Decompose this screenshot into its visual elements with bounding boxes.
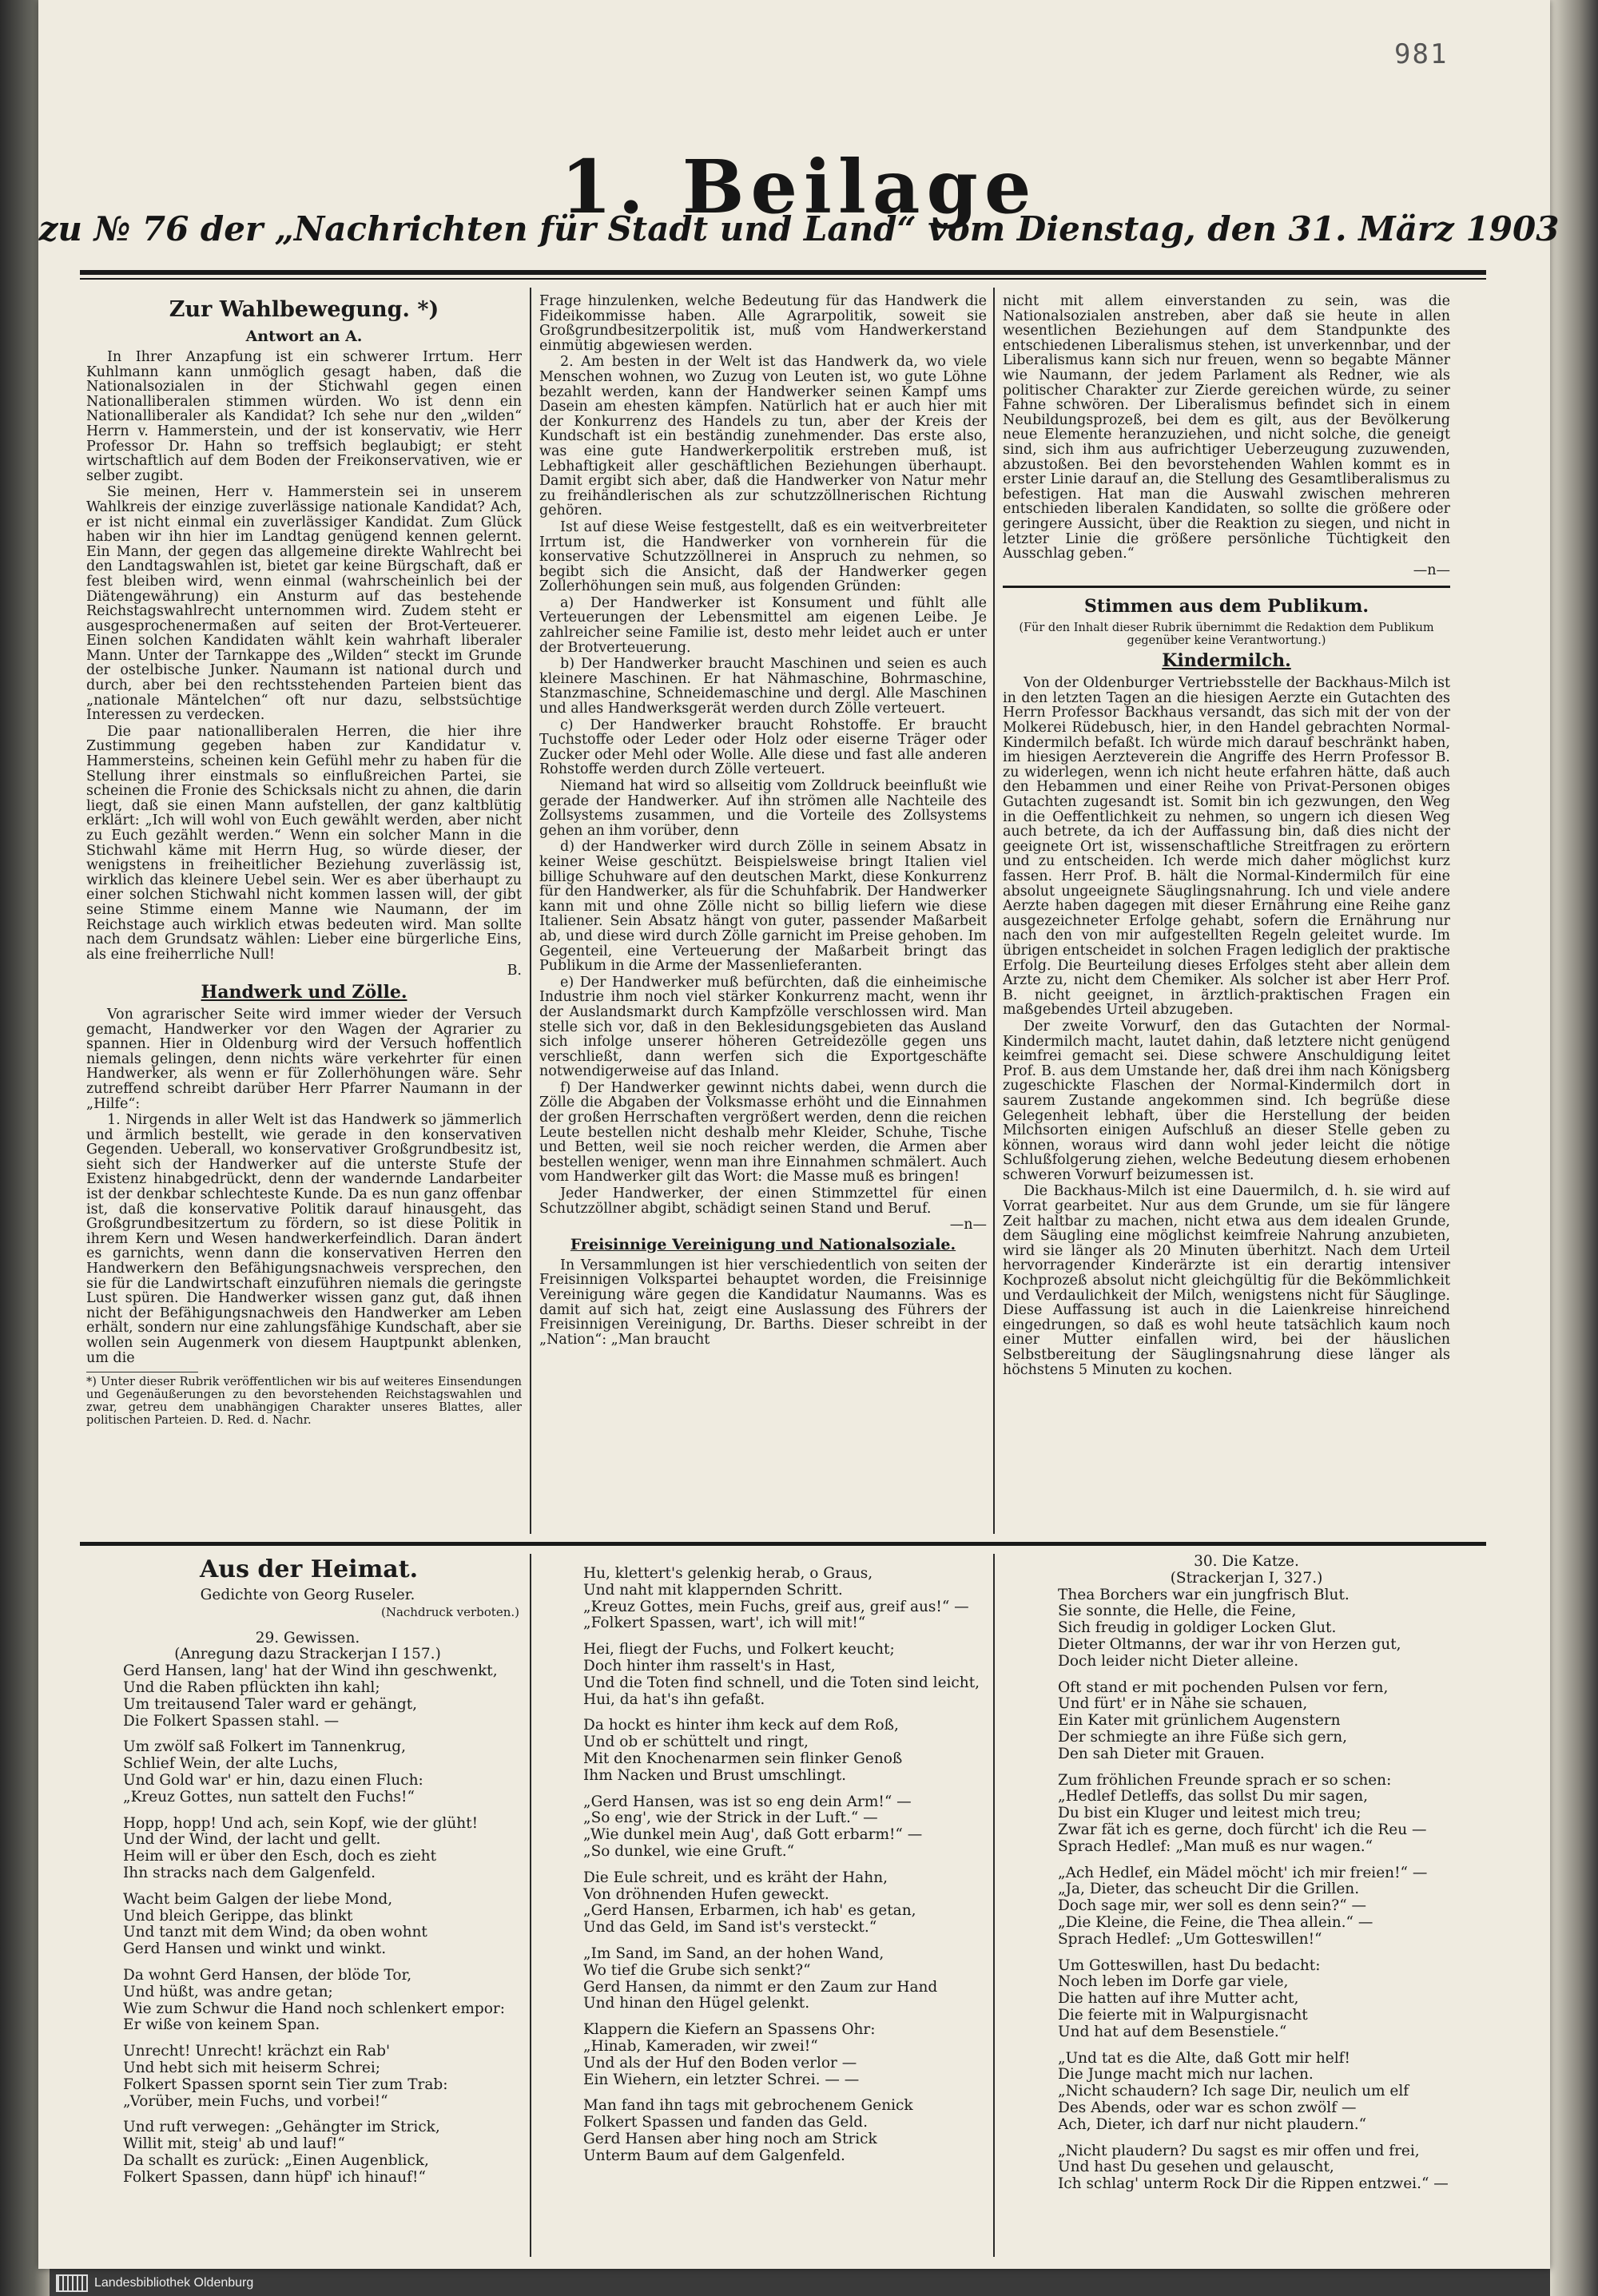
- poem-line: Ach, Dieter, ich darf nur nicht plaudern.“: [1058, 2115, 1367, 2133]
- feuilleton-column-1: [96, 1554, 519, 2196]
- paragraph: In Versammlungen ist hier verschiedentlich von seiten der Freisinnigen Volkspartei behauptet worden, die Freisinnige Vereinigung wäre gegen die Kandidatur Naumanns. Was es damit auf sich hat, zeigt eine Auslassung des Führers der Freisinnigen Vereinigung, Dr. Barths. Dieser schreibt in der „Nation“: „Man braucht: [539, 1257, 987, 1348]
- feuilleton-heading: Aus der Heimat.: [200, 1555, 419, 1583]
- column-divider: [530, 1554, 531, 2257]
- paragraph: 1. Nirgends in aller Welt ist das Handwerk so jämmerlich und ärmlich bestellt, wie gerade in den konservativen Gegenden. Ueberall, wo konservativer Großgrundbesitz ist, sieht sich der Handwerker auf die unterste Stufe der Existenz hinabgedrückt, denn der wandernde Landarbeiter ist der denkbar schlechteste Kunde. Da es nun ganz offenbar ist, daß die konservative Politik darauf hinausgeht, das Großgrundbesitzertum zu fördern, so ist diese Politik in ihrem Kern und Wesen handwerkerfeindlich. Daran ändert es garnichts, wenn dann die konservativen Herren den Handwerkern den Befähigungsnachweis versprechen, den sie für die Landwirtschaft einzuführen niemals die geringste Lust spüren. Die Handwerker wissen ganz gut, daß ihnen nicht der Befähigungsnachweis den Handwerker am Leben erhält, sondern nur eine zahlungsfähige Kundschaft, aber sie wollen sein Augenmerk von diesem Hauptpunkt ablenken, um die: [86, 1112, 522, 1366]
- poem-line: Um Gotteswillen, hast Du bedacht:: [1058, 1956, 1321, 1974]
- poem-line: Des Abends, oder war es schon zwölf —: [1058, 2099, 1357, 2116]
- footnote: *) Unter dieser Rubrik veröffentlichen wir bis auf weiteres Einsendungen und Gegenäußerungen zu den bevorstehenden Reichstagswahlen und zwar, getreu dem unabhängigen Charakter unseres Blattes, aller politischen Parteien. D. Red. d. Nachr.: [86, 1376, 522, 1428]
- poem-line: Und tanzt mit dem Wind; da oben wohnt: [123, 1924, 427, 1941]
- masthead-title: 1. Beilage: [560, 144, 1038, 230]
- poem-line: „Die Kleine, die Feine, die Thea allein.“ —: [1058, 1913, 1373, 1931]
- poem-line: Gerd Hansen, lang' hat der Wind ihn geschwenkt,: [123, 1662, 498, 1680]
- poem-line: „Gerd Hansen, Erbarmen, ich hab' es getan,: [583, 1902, 916, 1920]
- paragraph: Der zweite Vorwurf, den das Gutachten der Normal-Kindermilch macht, lautet dahin, daß letztere nicht genügend keimfrei gemacht sei. Diese schwere Anschuldigung leitet Prof. B. aus dem Umstande her, daß drei ihm nach Königsberg zugeschickte Flaschen der Normal-Kindermilch dort in saurem Zustande angekommen sind. Ich begrüße diese Gelegenheit lebhaft, über die Herstellung der beiden Milchsorten einigen Aufschluß an dieser Stelle geben zu können, woraus wird dann wohl jeder leicht die nötige Schlußfolgerung ziehen, welche Bedeutung diesem erhobenen schweren Vorwurf beizumessen ist.: [1003, 1018, 1450, 1183]
- article-heading-freisinnige: Freisinnige Vereinigung und Nationalsoziale.: [570, 1235, 956, 1253]
- paragraph: In Ihrer Anzapfung ist ein schwerer Irrtum. Herr Kuhlmann kann unmöglich gesagt haben, daß die Nationalsozialen in der Stichwahl gegen einen Nationalliberalen stimmen würden. Wo ist denn ein Nationalliberaler als Kandidat? Ich sehe nur den „wilden“ Herrn v. Hammerstein, und der ist konservativ, wie Herr Professor Dr. Hahn so treffsich beglaubigt; er steht wirtschaftlich auf dem Boden der Freikonservativen, wie er selber zugibt.: [86, 349, 522, 484]
- poem-line: Von dröhnenden Hufen geweckt.: [583, 1885, 829, 1903]
- poem-line: Den sah Dieter mit Grauen.: [1058, 1745, 1265, 1762]
- poem-line: Zwar fät ich es gerne, doch fürcht' ich die Reu —: [1058, 1821, 1427, 1838]
- poem-line: Und als der Huf den Boden verlor —: [583, 2054, 857, 2072]
- poem-line: Folkert Spassen, dann hüpf' ich hinauf!“: [123, 2168, 426, 2186]
- poem-line: Und das Geld, im Sand ist's versteckt.“: [583, 1919, 877, 1937]
- poem-line: „Kreuz Gottes, nun sattelt den Fuchs!“: [123, 1788, 415, 1805]
- poem-line: Du bist ein Kluger und leitest mich treu;: [1058, 1805, 1361, 1822]
- poem-line: Ich schlag' unterm Rock Dir die Rippen entzwei.“ —: [1058, 2175, 1449, 2193]
- article-heading-kindermilch: Kindermilch.: [1162, 650, 1291, 672]
- poem-line: Zum fröhlichen Freunde sprach er so schen:: [1058, 1771, 1392, 1789]
- poem-line: Willit mit, steig' ab und lauf!“: [123, 2135, 345, 2153]
- poem-line: Schlief Wein, der alte Luchs,: [123, 1755, 339, 1773]
- poem-stanzas: [583, 1566, 983, 2175]
- poem-line: Gerd Hansen aber hing noch am Strick: [583, 2130, 877, 2147]
- poem-line: Thea Borchers war ein jungfrisch Blut.: [1058, 1586, 1350, 1603]
- poem-line: Wacht beim Galgen der liebe Mond,: [123, 1890, 393, 1908]
- paragraph: Jeder Handwerker, der einen Stimmzettel für einen Schutzzöllner abgibt, schädigt seinen Stand und Beruf.: [539, 1186, 987, 1217]
- poem-line: Sie sonnte, die Helle, die Feine,: [1058, 1603, 1297, 1620]
- feuilleton-byline: Gedichte von Georg Ruseler.: [200, 1587, 415, 1603]
- poem-line: Hei, fliegt der Fuchs, und Folkert keucht;: [583, 1641, 895, 1658]
- poem-line: Und hat auf dem Besenstiele.“: [1058, 2023, 1287, 2040]
- poem-line: „Im Sand, im Sand, an der hohen Wand,: [583, 1944, 884, 1962]
- poem-title: 30. Die Katze.: [1194, 1553, 1299, 1570]
- article-heading-wahlbewegung: Zur Wahlbewegung. *): [169, 297, 439, 322]
- footer: [56, 2270, 253, 2296]
- poem-line: Und die Toten find schnell, und die Toten sind leicht,: [583, 1674, 980, 1691]
- poem-line: Heim will er über den Esch, doch es zieht: [123, 1848, 437, 1865]
- column-3: [1003, 294, 1450, 1536]
- feuilleton-column-2: [583, 1566, 983, 2175]
- poem-stanzas: [96, 1663, 519, 2195]
- paragraph: Die paar nationalliberalen Herren, die hier ihre Zustimmung gegeben haben zur Kandidatur v. Hammersteins, scheinen kein Gefühl mehr zu haben für die Stellung ihrer einstmals so einflußreichen Partei, sie scheinen die Fronie des Schicksals nicht zu ahnen, die darin liegt, daß sie einen Mann aufstellen, der ganz kaltblütig erklärt: „Ich will wohl von Euch gewählt werden, aber nicht zu Euch gezählt werden.“ Wenn ein solcher Mann in die Stichwahl käme mit Herrn Hug, so würde dieser, der wenigstens in freiheitlicher Beziehung zuverlässig ist, wirklich das kleinere Uebel sein. Wer es aber überhaupt zu einer solchen Stichwahl nicht kommen lassen will, der gibt seine Stimme einem Manne wie Naumann, der im Reichstage auch wirklich etwas bedeuten wird. Man sollte nach dem Grundsatz wählen: Lieber eine bürgerliche Eins, als eine freiherrliche Null!: [86, 723, 522, 963]
- paragraph: e) Der Handwerker muß befürchten, daß die einheimische Industrie ihm noch viel stärker Konkurrenz macht, wenn ihr der Auslandsmarkt durch Kampfzölle verschlossen wird. Man stelle sich vor, daß in den Beklesidungsgebieten das Ausland sich infolge unserer höheren Getreidezölle gegen uns verschließt, dann werfen sich die Exportgeschäfte notwendigerweise auf das Inland.: [539, 974, 987, 1080]
- poem-line: Sich freudig in goldiger Locken Glut.: [1058, 1619, 1337, 1637]
- poem-line: Wo tief die Grube sich senkt?“: [583, 1961, 811, 1979]
- poem-line: Und ob er schüttelt und ringt,: [583, 1734, 809, 1751]
- paragraph: Von der Oldenburger Vertriebsstelle der Backhaus-Milch ist in den letzten Tagen an die hiesigen Aerzte ein Gutachten des Herrn Professor Backhaus versandt, das sich mit der von der Molkerei Rüdebusch, hier, in den Handel gebrachten Normal-Kindermilch befaßt. Ich würde mich darauf beschränkt haben, im hiesigen Aerzteverein die Angriffe des Herrn Professor B. zu widerlegen, wenn ich nicht heute erfahren hätte, daß auch den Hebammen und einer Reihe von Privat-Personen obiges Gutachten zugesandt ist. Somit bin ich gezwungen, den Weg in die Oeffentlichkeit zu nehmen, so ungern ich diesen Weg auch betrete, da ich der Auffassung bin, daß dies nicht der geeignete Ort ist, wissenschaftliche Streitfragen zu erörtern und zu entscheiden. Ich werde mich daher möglichst kurz fassen. Herr Prof. B. hält die Normal-Kindermilch für eine absolut ungeeignete Säuglingsnahrung. Ich und viele andere Aerzte haben dagegen mit dieser Ernährung eine Reihe ganz ausgezeichneter Erfolge gehabt, sofern die Ernährung nur nach den von mir aufgestellten Regeln geleitet wurde. Im übrigen entscheidet in solchen Fragen lediglich der praktische Erfolg. Die Beurteilung dieses Erfolges steht aber allein dem Arzte zu, nicht dem Chemiker. Als solcher ist aber Herr Prof. B. nicht geeignet, in ärztlich-praktischen Fragen ein maßgebendes Urteil abzugeben.: [1003, 675, 1450, 1019]
- poem-line: Mit den Knochenarmen sein flinker Genoß: [583, 1750, 903, 1767]
- library-name: Landesbibliothek Oldenburg: [94, 2276, 254, 2290]
- paragraph: f) Der Handwerker gewinnt nichts dabei, wenn durch die Zölle die Abgaben der Volksmasse erhöht und die Einnahmen der großen Herrschaften vergrößert werden, denn die reichen Leute bestellen nicht deshalb mehr Kleider, Schuhe, Tische und Betten, weil sie noch reicher werden, die Armen aber bestellen weniger, wenn man ihre Einnahmen schmälert. Auch vom Handwerker gilt das Wort: die Masse muß es bringen!: [539, 1079, 987, 1186]
- poem-line: Folkert Spassen spornt sein Tier zum Trab:: [123, 2076, 448, 2093]
- poem-line: Ihn stracks nach dem Galgenfeld.: [123, 1864, 376, 1881]
- paragraph: Ist auf diese Weise festgestellt, daß es ein weitverbreiteter Irrtum ist, die Handwerker von vornherein für die konservative Schutzzöllnerei in Anspruch zu nehmen, so begibt sich die Ansicht, daß der Handwerker gegen Zollerhöhungen sein muß, aus folgenden Gründen:: [539, 518, 987, 595]
- poem-line: „Hinab, Kameraden, wir zwei!“: [583, 2037, 818, 2055]
- signature: B.: [507, 963, 522, 979]
- poem-line: Klappern die Kiefern an Spassens Ohr:: [583, 2021, 876, 2039]
- poem-line: Die Eule schreit, und es kräht der Hahn,: [583, 1869, 888, 1886]
- signature: —n—: [1413, 562, 1450, 578]
- poem-line: Wie zum Schwur die Hand noch schlenkert empor:: [123, 2000, 505, 2017]
- poem-line: „So eng', wie der Strick in der Luft.“ —: [583, 1809, 878, 1827]
- poem-line: „Ja, Dieter, das scheucht Dir die Grillen.: [1058, 1881, 1360, 1898]
- poem-line: Noch leben im Dorfe gar viele,: [1058, 1973, 1289, 1991]
- signature: —n—: [949, 1217, 987, 1233]
- poem-line: Und hast Du gesehen und gelauscht,: [1058, 2159, 1334, 2176]
- poem-line: Man fand ihn tags mit gebrochenem Genick: [583, 2097, 913, 2115]
- section-heading-stimmen: Stimmen aus dem Publikum.: [1083, 596, 1369, 618]
- poem-line: „Hedlef Detleffs, das sollst Du mir sagen,: [1058, 1788, 1369, 1805]
- article-heading-handwerk: Handwerk und Zölle.: [201, 981, 407, 1003]
- feuilleton-column-3: [1031, 1554, 1462, 2203]
- poem-line: Hopp, hopp! Und ach, sein Kopf, wie der glüht!: [123, 1814, 479, 1832]
- poem-line: Um treitausend Taler ward er gehängt,: [123, 1695, 418, 1713]
- column-divider: [993, 288, 995, 1534]
- poem-line: Ein Wiehern, ein letzter Schrei. — —: [583, 2071, 860, 2088]
- poem-line: Da schallt es zurück: „Einen Augenblick,: [123, 2151, 429, 2169]
- poem-line: Dieter Oltmanns, der war ihr von Herzen gut,: [1058, 1635, 1401, 1653]
- poem-line: Die feierte mit in Walpurgisnacht: [1058, 2006, 1308, 2024]
- paragraph: b) Der Handwerker braucht Maschinen und seien es auch kleinere Maschinen. Er hat Nähmaschine, Bohrmaschine, Stanzmaschine, Schneidemaschine und dergl. Alle Maschinen und alles Handwerksgerät werden durch Zölle verteuert.: [539, 656, 987, 717]
- paragraph: a) Der Handwerker ist Konsument und fühlt alle Verteuerungen der Lebensmittel am eigenen Leibe. Je zahlreicher seine Familie ist, desto mehr leidet auch er unter der Brotverteuerung.: [539, 594, 987, 656]
- poem-line: Und ruft verwegen: „Gehängter im Strick,: [123, 2119, 440, 2136]
- poem-source: (Anregung dazu Strackerjan I 157.): [174, 1646, 441, 1663]
- page-number: 981: [1394, 38, 1449, 70]
- poem-line: Unrecht! Unrecht! krächzt ein Rab': [123, 2043, 391, 2060]
- rights-note: (Nachdruck verboten.): [380, 1604, 519, 1619]
- poem-line: Die Junge macht mich nur lachen.: [1058, 2066, 1314, 2083]
- poem-line: Die Folkert Spassen stahl. —: [123, 1712, 340, 1730]
- poem-line: Und bleich Gerippe, das blinkt: [123, 1907, 353, 1925]
- poem-line: „Vorüber, mein Fuchs, und vorbei!“: [123, 2092, 388, 2110]
- poem-line: Die hatten auf ihre Mutter acht,: [1058, 1990, 1299, 2008]
- poem-line: Und Gold war' er hin, dazu einen Fluch:: [123, 1771, 423, 1789]
- poem-line: Und die Raben pflückten ihn kahl;: [123, 1678, 380, 1696]
- column-divider: [993, 1554, 995, 2257]
- column-2: [539, 294, 987, 1536]
- poem-line: „Nicht schaudern? Ich sage Dir, neulich um elf: [1058, 2083, 1409, 2100]
- poem-line: Sprach Hedlef: „Um Gotteswillen!“: [1058, 1930, 1322, 1948]
- section-rule: [1003, 586, 1450, 588]
- poem-line: Oft stand er mit pochenden Pulsen vor fern,: [1058, 1678, 1389, 1696]
- poem-line: Ein Kater mit grünlichem Augenstern: [1058, 1712, 1341, 1730]
- poem-line: „Ach Hedlef, ein Mädel möcht' ich mir freien!“ —: [1058, 1864, 1428, 1881]
- poem-line: Ihm Nacken und Brust umschlingt.: [583, 1766, 847, 1784]
- poem-line: „Folkert Spassen, wart', ich will mit!“: [583, 1615, 866, 1632]
- poem-line: Der schmiegte an ihre Füße sich gern,: [1058, 1728, 1348, 1746]
- article-subheading: Antwort an A.: [245, 328, 363, 345]
- paragraph: d) der Handwerker wird durch Zölle in seinem Absatz in keiner Weise geschützt. Beispielsweise bringt Italien viel billige Schuhware auf den deutschen Markt, diese Konkurrenz für den Handwerker, als für die Schuhfabrik. Der Handwerker kann mit und ohne Zölle nicht so billig liefern wie diese Italiener. Sein Absatz hängt von guter, passender Maßarbeit ab, und diese wird durch Zölle garnicht im Preise gehoben. Im Gegenteil, eine Verteuerung der Maßarbeit bringt das Publikum in die Arme der Massenlieferanten.: [539, 839, 987, 975]
- poem-line: Um zwölf saß Folkert im Tannenkrug,: [123, 1738, 406, 1756]
- poem-line: Doch sage mir, wer soll es denn sein?“ —: [1058, 1897, 1367, 1915]
- poem-line: „Und tat es die Alte, daß Gott mir helf!: [1058, 2049, 1350, 2067]
- poem-source: (Strackerjan I, 327.): [1170, 1569, 1323, 1587]
- paragraph: 2. Am besten in der Welt ist das Handwerk da, wo viele Menschen wohnen, wo Zuzug von Leuten ist, wo gute Löhne bezahlt werden, kann der Handwerker seinen Kampf ums Dasein am ehesten kämpfen. Natürlich hat er auch hier mit der Konkurrenz des Handels zu tun, aber der Kreis der Kundschaft ist ein beständig zunehmender. Das erste also, was eine gute Handwerkerpolitik erstreben muß, ist Lebhaftigkeit aller geschäftlichen Beziehungen überhaupt. Damit ergibt sich aber, daß die Handwerker von Natur mehr zu freihändlerischen als zur schutzzöllnerischen Richtung gehören.: [539, 354, 987, 519]
- disclaimer: (Für den Inhalt dieser Rubrik übernimmt die Redaktion dem Publikum gegenüber keine Verantwortung.): [1019, 622, 1434, 648]
- paragraph: Frage hinzulenken, welche Bedeutung für das Handwerk die Fideikommisse haben. Alle Agrarpolitik, soweit sie Großgrundbesitzerpolitik ist, muß vom Handwerkerstand einmütig abgewiesen werden.: [539, 294, 987, 354]
- page-edge: [1550, 0, 1598, 2296]
- column-1: [86, 294, 522, 1536]
- poem-line: Doch hinter ihm rasselt's in Hast,: [583, 1657, 836, 1674]
- masthead-rule: [80, 270, 1486, 275]
- poem-line: Und hebt sich mit heiserm Schrei;: [123, 2059, 380, 2076]
- paragraph: Die Backhaus-Milch ist eine Dauermilch, d. h. sie wird auf Vorrat gearbeitet. Nur aus dem Grunde, um sie für längere Zeit haltbar zu machen, nicht etwa aus dem idealen Grunde, dem Säugling eine möglichst keimfreie Nahrung anzubieten, wird sie länger als 20 Minuten überhitzt. Nach dem Urteil hervorragender Kinderärzte ist ein derartig intensiver Kochprozeß absolut nicht gleichgültig für die Bekömmlichkeit und Verdaulichkeit der Milch, wenigstens nicht für Säuglinge. Diese Auffassung ist auch in die Laienkreise hinreichend eingedrungen, so daß es wohl heute tatsächlich kaum noch einer Mutter einfallen wird, bei der häuslichen Selbstbereitung der Säuglingsnahrung diese länger als höchstens 5 Minuten zu kochen.: [1003, 1183, 1450, 1378]
- poem-line: Hu, klettert's gelenkig herab, o Graus,: [583, 1565, 873, 1582]
- poem-line: „Kreuz Gottes, mein Fuchs, greif aus, greif aus!“ —: [583, 1598, 969, 1615]
- poem-line: „Gerd Hansen, was ist so eng dein Arm!“ —: [583, 1793, 912, 1810]
- poem-line: Und hinan den Hügel gelenkt.: [583, 1995, 810, 2012]
- masthead-rule-thin: [80, 278, 1486, 280]
- poem-line: Er wiße von keinem Span.: [123, 2016, 320, 2034]
- poem-line: Unterm Baum auf dem Galgenfeld.: [583, 2147, 845, 2164]
- paragraph: Niemand hat wird so allseitig vom Zolldruck beeinflußt wie gerade der Handwerker. Auf ihn strömen alle Nachteile des Zollsystems zusammen, und die Vorteile des Zollsystems gehen an ihm vorüber, denn: [539, 778, 987, 839]
- poem-line: Gerd Hansen, da nimmt er den Zaum zur Hand: [583, 1978, 938, 1996]
- paragraph: Sie meinen, Herr v. Hammerstein sei in unserem Wahlkreis der einzige zuverlässige nationale Kandidat? Ach, er ist nicht einmal ein zuverlässiger Kandidat. Zum Glück haben wir ihn hier im Landtag genügend kennen gelernt. Ein Mann, der gegen das allgemeine direkte Wahlrecht bei den Landtagswahlen ist, bietet gar keine Bürgschaft, daß er fest bleiben wird, wenn einmal (wahrscheinlich bei der Diätengewährung) ein Ansturm auf das bestehende Reichstagswahlrecht unternommen wird. Zudem steht er ausgesprochenermaßen auf seiten der Brot-Verteuerer. Einen solchen Kandidaten wählt kein wahrhaft liberaler Mann. Unter der Tarnkappe des „Wilden“ steckt im Grunde der ostelbische Junker. Naumann ist national durch und durch, aber bei den rechtsstehenden Parteien bient das „nationale Mäntelchen“ oft nur dazu, selbstsüchtige Interessen zu verdecken.: [86, 484, 522, 724]
- poem-line: Hui, da hat's ihn gefaßt.: [583, 1690, 765, 1708]
- feuilleton-rule: [80, 1542, 1486, 1546]
- poem-line: Gerd Hansen und winkt und winkt.: [123, 1940, 387, 1958]
- paragraph: Von agrarischer Seite wird immer wieder der Versuch gemacht, Handwerker vor den Wagen der Agrarier zu spannen. Hier in Oldenburg wird der Versuch hoffentlich niemals gelingen, denn nichts wäre verkehrter für einen Handwerker, als wenn er für Zollerhöhungen wäre. Sehr zutreffend schreibt darüber Herr Pfarrer Naumann in der „Hilfe“:: [86, 1006, 522, 1112]
- poem-stanzas: [1031, 1587, 1462, 2203]
- column-divider: [530, 288, 531, 1534]
- poem-line: Und hüßt, was andre getan;: [123, 1983, 333, 2000]
- poem-line: Und der Wind, der lacht und gellt.: [123, 1831, 381, 1849]
- paragraph: nicht mit allem einverstanden zu sein, was die Nationalsozialen anstreben, aber daß sie heute in allen wesentlichen Beziehungen auf dem Standpunkte des entschiedenen Liberalismus stehen, ist unverkennbar, und der Liberalismus kann sich nur freuen, wenn so begabte Männer wie Naumann, der jedem Parlament als Redner, wie als politischer Charakter zur Zierde gereichen würde, zu seiner Fahne schwören. Der Liberalismus befindet sich in einem Neubildungsprozeß, bei dem es gilt, aus der Bevölkerung neue Elemente heranzuziehen, und nicht solche, die geneigt sind, sich ihm aus aufrichtiger Ueberzeugung zuzuwenden, abzustoßen. Bei den bevorstehenden Wahlen kommt es in erster Linie darauf an, die Stellung des Gesamtliberalismus zu befestigen. Hat man die Auswahl zwischen mehreren entschieden liberalen Kandidaten, so sollte die größere oder geringere Aussicht, über die Reaktion zu siegen, und nicht in letzter Linie die größere persönliche Tüchtigkeit den Ausschlag geben.“: [1003, 294, 1450, 562]
- masthead-subtitle: zu № 76 der „Nachrichten für Stadt und Land“ vom Dienstag, den 31. März 1903: [38, 209, 1560, 248]
- paragraph: c) Der Handwerker braucht Rohstoffe. Er braucht Tuchstoffe oder Leder oder Holz oder eiserne Träger oder Zucker oder Mehl oder Wolle. Alle diese und fast alle anderen Rohstoffe werden durch Zölle verteuert.: [539, 717, 987, 778]
- poem-title: 29. Gewissen.: [255, 1629, 360, 1647]
- poem-line: Folkert Spassen und fanden das Geld.: [583, 2114, 869, 2131]
- poem-line: Da hockt es hinter ihm keck auf dem Roß,: [583, 1717, 899, 1734]
- poem-line: Sprach Hedlef: „Man muß es nur wagen.“: [1058, 1837, 1373, 1855]
- poem-line: „Nicht plaudern? Du sagst es mir offen und frei,: [1058, 2142, 1420, 2159]
- library-logo-icon: [56, 2274, 88, 2292]
- poem-line: Doch leider nicht Dieter alleine.: [1058, 1652, 1299, 1670]
- poem-line: Und fürt' er in Nähe sie schauen,: [1058, 1695, 1308, 1713]
- poem-line: Und naht mit klappernden Schritt.: [583, 1581, 843, 1599]
- poem-line: „So dunkel, wie eine Gruft.“: [583, 1842, 795, 1860]
- poem-line: „Wie dunkel mein Aug', daß Gott erbarm!“ —: [583, 1826, 923, 1844]
- poem-line: Da wohnt Gerd Hansen, der blöde Tor,: [123, 1966, 412, 1984]
